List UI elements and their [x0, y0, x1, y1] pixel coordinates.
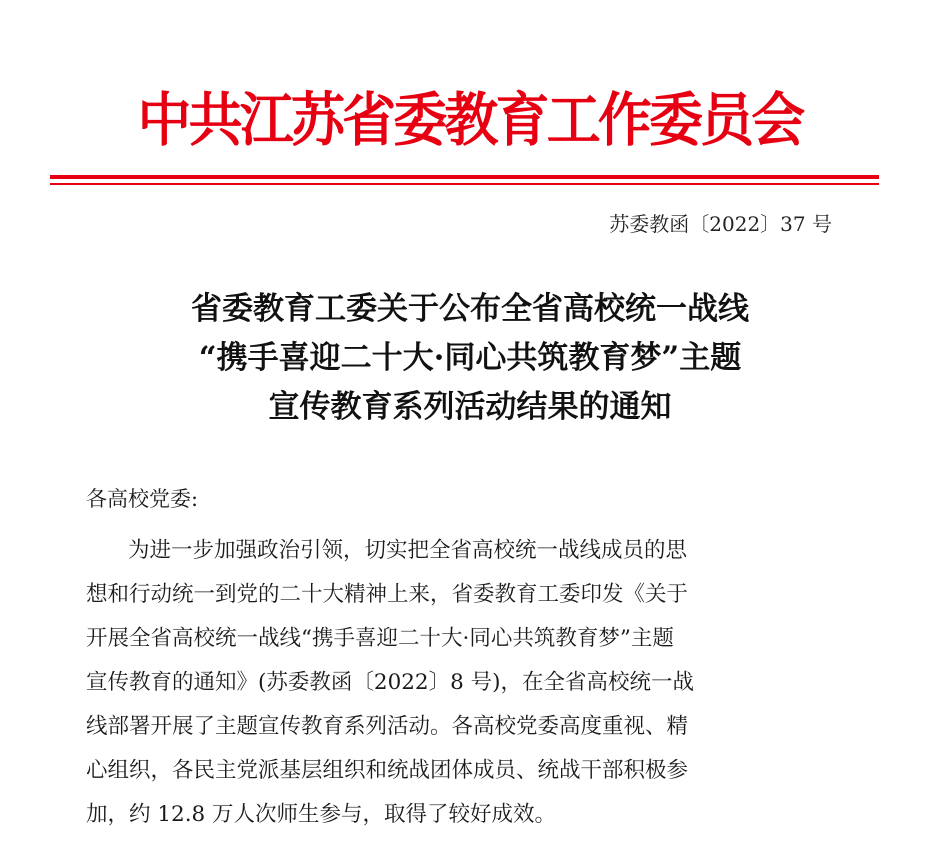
salutation: 各高校党委:	[86, 487, 199, 511]
title-line-3: 宣传教育系列活动结果的通知	[268, 389, 672, 425]
body-line-7: 加，约 12.8 万人次师生参与，取得了较好成效。	[86, 802, 557, 827]
document-number: 苏委教函〔2022〕37 号	[609, 212, 832, 236]
body-line-4: 宣传教育的通知》(苏委教函〔2022〕8 号)，在全省高校统一战	[86, 670, 695, 695]
title-line-2: “携手喜迎二十大·同心共筑教育梦”主题	[198, 340, 742, 376]
body-line-3: 开展全省高校统一战线“携手喜迎二十大·同心共筑教育梦”主题	[86, 626, 674, 651]
body-line-1: 为进一步加强政治引领，切实把全省高校统一战线成员的思	[128, 538, 688, 563]
body-line-2: 想和行动统一到党的二十大精神上来，省委教育工委印发《关于	[86, 582, 689, 607]
title-line-1: 省委教育工委关于公布全省高校统一战线	[191, 291, 749, 327]
body-paragraph	[86, 529, 846, 837]
red-header-rule-thick	[50, 175, 879, 179]
body-line-6: 心组织，各民主党派基层组织和统战团体成员、统战干部积极参	[86, 758, 689, 783]
issuing-organization-header: 中共江苏省委教育工作委员会	[137, 86, 803, 154]
document-title	[60, 285, 880, 432]
red-header-rule-thin	[50, 183, 879, 185]
body-line-5: 线部署开展了主题宣传教育系列活动。各高校党委高度重视、精	[86, 714, 689, 739]
